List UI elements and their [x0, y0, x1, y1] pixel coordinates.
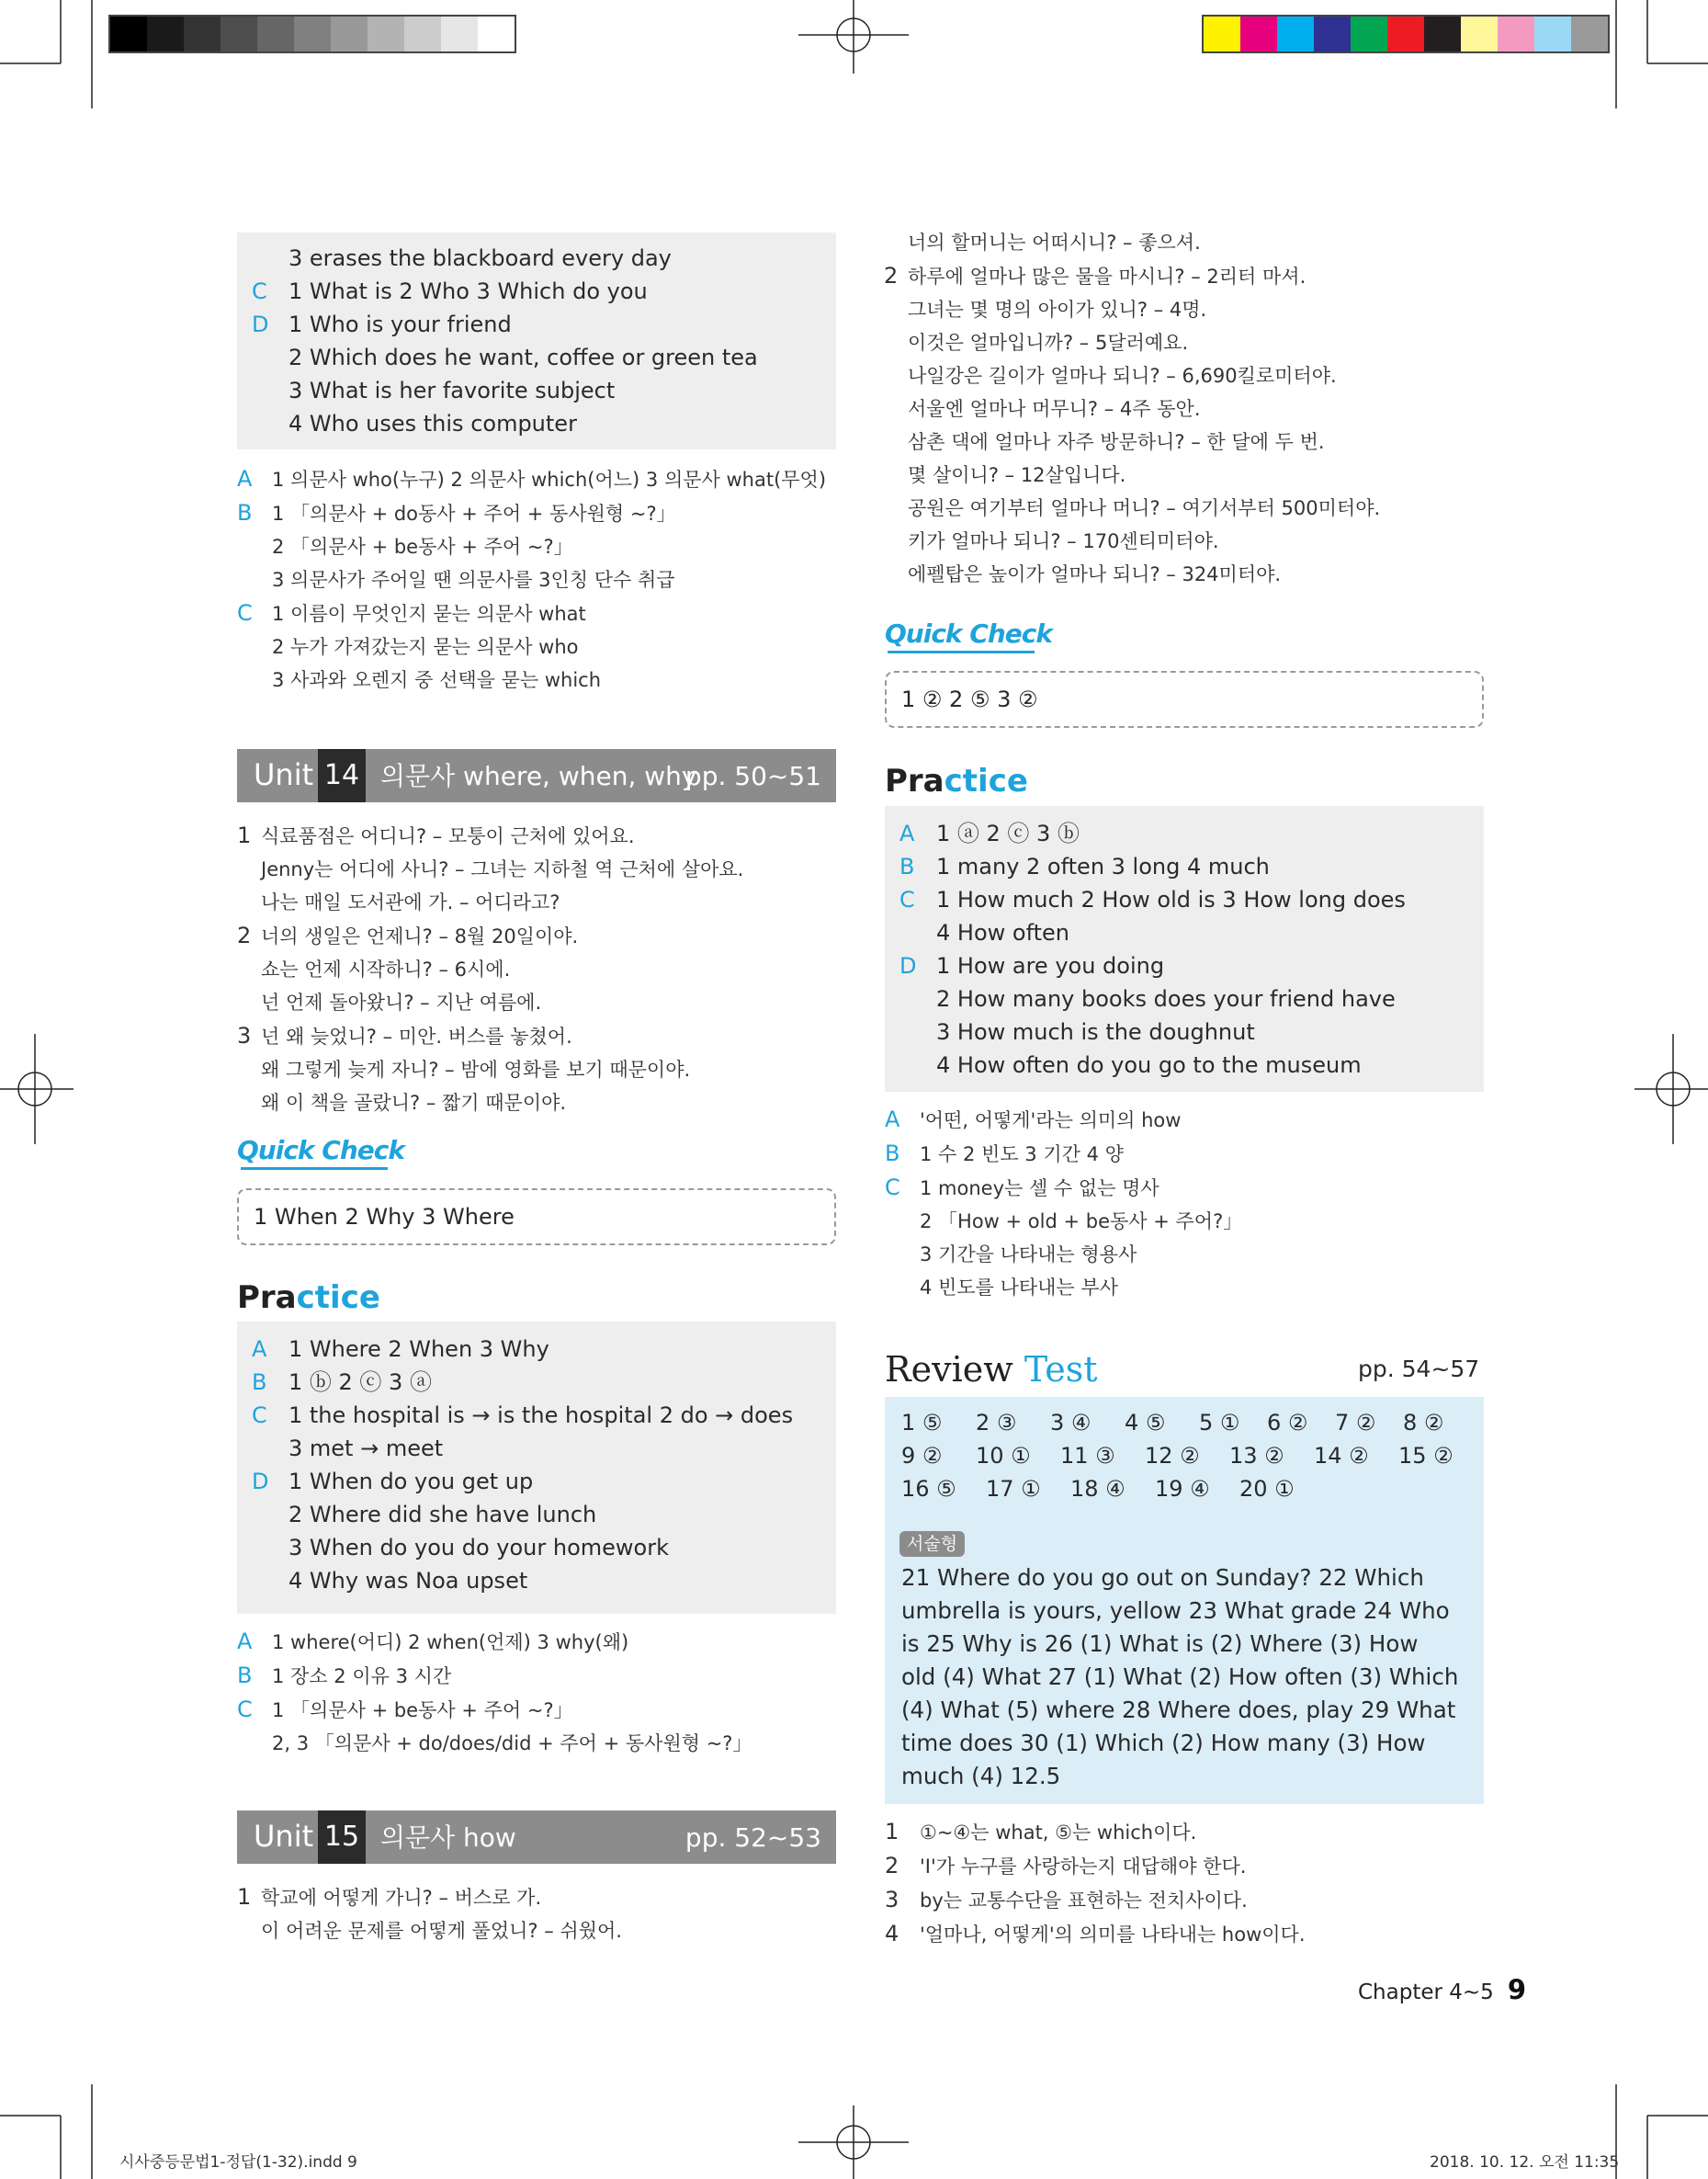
explanation-block-1	[237, 462, 826, 697]
quick-check-underline	[241, 1167, 388, 1170]
registration-mark-right	[1634, 1034, 1708, 1144]
practice-box-lines	[252, 1333, 793, 1597]
review-note: 4 '얼마나, 어떻게'의 의미를 나타내는 how이다.	[885, 1921, 1306, 1946]
review-test-pages: pp. 54~57	[1358, 1356, 1480, 1382]
translation-line: 2 하루에 얼마나 많은 물을 마시니? – 2리터 마셔.	[884, 263, 1306, 289]
seosulhyeong-badge: 서술형	[899, 1531, 965, 1557]
quick-check-answer: 1 When 2 Why 3 Where	[254, 1204, 515, 1230]
review-paragraph-line: old (4) What 27 (1) What (2) How often (3) Which	[901, 1663, 1459, 1690]
practice-line: 4 How often	[936, 920, 1069, 946]
review-note: 2 'I'가 누구를 사랑하는지 대답해야 한다.	[885, 1853, 1247, 1878]
review-paragraph-line: time does 30 (1) Which (2) How many (3) How	[901, 1730, 1426, 1756]
practice-line: B 1 ⓑ 2 ⓒ 3 ⓐ	[252, 1369, 432, 1395]
unit-title: 의문사 how	[380, 1822, 516, 1853]
review-note: 3 by는 교통수단을 표현하는 전치사이다.	[885, 1887, 1248, 1912]
review-paragraph-line: (4) What (5) where 28 Where does, play 29 What	[901, 1697, 1456, 1723]
translation-line: 나는 매일 도서관에 가. – 어디라고?	[261, 891, 560, 914]
explain-line: 3 기간을 나타내는 형용사	[920, 1243, 1137, 1265]
translation-line: 몇 살이니? – 12살입니다.	[908, 464, 1126, 486]
explain-line: 3 의문사가 주어일 땐 의문사를 3인칭 단수 취급	[272, 569, 675, 591]
translation-line: 너의 할머니는 어떠시니? – 좋으셔.	[908, 232, 1201, 254]
review-answer: 1 ⑤	[901, 1410, 943, 1436]
quick-check-heading: Quick Check	[885, 619, 1052, 649]
review-paragraph-line: is 25 Why is 26 (1) What is (2) Where (3) How	[901, 1630, 1419, 1657]
quick-check-underline	[888, 651, 1035, 653]
review-paragraph-line: much (4) 12.5	[901, 1763, 1061, 1789]
explain-line: B 1 장소 2 이유 3 시간	[237, 1663, 452, 1688]
unit-pages: pp. 50~51	[684, 761, 821, 791]
translation-line: Jenny는 어디에 사니? – 그녀는 지하철 역 근처에 살아요.	[261, 858, 744, 880]
answer-line: C 1 What is 2 Who 3 Which do you	[252, 278, 648, 304]
review-paragraph-line: 21 Where do you go out on Sunday? 22 Which	[901, 1564, 1424, 1591]
review-row	[901, 1406, 1472, 1439]
answer-line: 4 Who uses this computer	[288, 411, 577, 437]
explanation-block-2	[237, 1625, 752, 1760]
registration-mark-bottom	[798, 2105, 909, 2179]
unit-title: 의문사 where, when, why	[380, 761, 697, 791]
translation-line: 키가 얼마나 되니? – 170센티미터야.	[908, 530, 1219, 552]
practice-line: 3 When do you do your homework	[288, 1535, 669, 1560]
practice-line: D 1 How are you doing	[899, 953, 1165, 979]
explain-line: C 1 money는 셀 수 없는 명사	[885, 1175, 1159, 1200]
practice-line: A 1 Where 2 When 3 Why	[252, 1336, 549, 1362]
practice-line: 4 How often do you go to the museum	[936, 1052, 1362, 1078]
explain-line: C 1 이름이 무엇인지 묻는 의문사 what	[237, 600, 586, 626]
answer-line: 2 Which does he want, coffee or green tea	[288, 345, 758, 370]
translation-line: 1 학교에 어떻게 가니? – 버스로 가.	[237, 1884, 542, 1910]
review-note: 1 ①~④는 what, ⑤는 which이다.	[885, 1819, 1197, 1844]
translation-line: 서울엔 얼마나 머무니? – 4주 동안.	[908, 398, 1201, 420]
review-answer: 4 ⑤	[1125, 1410, 1166, 1436]
translation-line: 1 식료품점은 어디니? – 모퉁이 근처에 있어요.	[237, 823, 635, 848]
review-answer: 17 ①	[986, 1476, 1041, 1502]
explain-line: 4 빈도를 나타내는 부사	[920, 1277, 1118, 1299]
unit-15-translations-continued	[884, 226, 1380, 591]
practice-line: 3 How much is the doughnut	[936, 1019, 1255, 1045]
unit-14-translations	[237, 819, 743, 1119]
review-answer: 15 ②	[1398, 1443, 1453, 1469]
review-answer: 12 ②	[1145, 1443, 1200, 1469]
unit-14-header	[237, 749, 836, 802]
review-answer: 19 ④	[1155, 1476, 1210, 1502]
review-answer: 9 ②	[901, 1443, 943, 1469]
explain-line: B 1 「의문사 + do동사 + 주어 + 동사원형 ~?」	[237, 500, 676, 526]
review-answer: 5 ①	[1199, 1410, 1240, 1436]
review-answer: 10 ①	[976, 1443, 1031, 1469]
unit-label: Unit	[254, 1819, 314, 1854]
translation-line: 왜 이 책을 골랐니? – 짧기 때문이야.	[261, 1092, 567, 1114]
translation-line: 3 넌 왜 늦었니? – 미안. 버스를 놓쳤어.	[237, 1023, 572, 1049]
registration-mark-top	[798, 0, 909, 74]
explain-line: A '어떤, 어떻게'라는 의미의 how	[885, 1107, 1182, 1132]
explain-line: B 1 수 2 빈도 3 기간 4 양	[885, 1141, 1124, 1166]
quick-check-heading: Quick Check	[237, 1135, 404, 1165]
explain-line: A 1 의문사 who(누구) 2 의문사 which(어느) 3 의문사 what(무엇)	[237, 466, 827, 492]
review-answer-grid	[901, 1406, 1472, 1505]
review-answer: 8 ②	[1403, 1410, 1444, 1436]
translation-line: 이 어려운 문제를 어떻게 풀었니? – 쉬웠어.	[261, 1920, 622, 1942]
practice-line: A 1 ⓐ 2 ⓒ 3 ⓑ	[899, 821, 1080, 846]
translation-line: 에펠탑은 높이가 얼마나 되니? – 324미터야.	[908, 563, 1282, 585]
review-answer: 14 ②	[1314, 1443, 1369, 1469]
practice-box-lines	[899, 817, 1406, 1082]
practice-heading: Practice	[885, 763, 1028, 800]
review-row	[901, 1439, 1472, 1472]
review-test-heading: Review Test	[885, 1349, 1098, 1390]
review-paragraph-line: umbrella is yours, yellow 23 What grade 24 Who	[901, 1597, 1450, 1624]
review-answer: 16 ⑤	[901, 1476, 956, 1502]
unit-15-header	[237, 1810, 836, 1864]
unit-number: 14	[318, 749, 366, 802]
explanation-block-3	[885, 1103, 1242, 1304]
translation-line: 이것은 얼마입니까? – 5달러예요.	[908, 332, 1189, 354]
practice-line: 2 How many books does your friend have	[936, 986, 1396, 1012]
translation-line: 왜 그렇게 늦게 자니? – 밤에 영화를 보기 때문이야.	[261, 1059, 691, 1081]
practice-heading: Practice	[237, 1279, 380, 1316]
translation-line: 쇼는 언제 시작하니? – 6시에.	[261, 959, 511, 981]
explain-line: A 1 where(어디) 2 when(언제) 3 why(왜)	[237, 1629, 629, 1654]
chapter-label: Chapter 4~5	[1358, 1980, 1494, 2004]
practice-line: 4 Why was Noa upset	[288, 1568, 528, 1594]
review-answer: 11 ③	[1060, 1443, 1115, 1469]
file-info: 시사중등문법1-정답(1-32).indd 9	[119, 2153, 357, 2172]
translation-line: 공원은 여기부터 얼마나 머니? – 여기서부터 500미터야.	[908, 497, 1381, 519]
review-answer: 3 ④	[1050, 1410, 1092, 1436]
quick-check-answer: 1 ② 2 ⑤ 3 ②	[901, 687, 1038, 712]
practice-line: 2 Where did she have lunch	[288, 1502, 597, 1527]
unit-pages: pp. 52~53	[684, 1822, 821, 1853]
print-datetime: 2018. 10. 12. 오전 11:35	[1430, 2153, 1620, 2172]
translation-line: 그녀는 몇 명의 아이가 있니? – 4명.	[908, 299, 1207, 321]
registration-mark-left	[0, 1034, 74, 1144]
explain-line: C 1 「의문사 + be동사 + 주어 ~?」	[237, 1697, 573, 1722]
practice-line: B 1 many 2 often 3 long 4 much	[899, 854, 1270, 880]
review-answer: 13 ②	[1229, 1443, 1284, 1469]
practice-line: C 1 the hospital is → is the hospital 2 do → does	[252, 1402, 794, 1428]
answer-box-top-lines	[252, 242, 758, 440]
translation-line: 나일강은 길이가 얼마나 되니? – 6,690킬로미터야.	[908, 365, 1337, 387]
review-row	[901, 1472, 1472, 1505]
answer-line: 3 erases the blackboard every day	[288, 245, 672, 271]
review-answer: 7 ②	[1335, 1410, 1376, 1436]
unit-15-translations	[237, 1880, 622, 1947]
translation-line: 삼촌 댁에 얼마나 자주 방문하니? – 한 달에 두 번.	[908, 431, 1325, 453]
review-answer: 6 ②	[1267, 1410, 1308, 1436]
page-footer	[1358, 1974, 1526, 2005]
practice-line: 3 met → meet	[288, 1436, 444, 1461]
translation-line: 2 너의 생일은 언제니? – 8월 20일이야.	[237, 923, 579, 948]
answer-line: 3 What is her favorite subject	[288, 378, 616, 403]
review-notes	[885, 1815, 1306, 1951]
review-answer: 2 ③	[976, 1410, 1017, 1436]
explain-line: 2, 3 「의문사 + do/does/did + 주어 + 동사원형 ~?」	[272, 1732, 752, 1754]
explain-line: 3 사과와 오렌지 중 선택을 묻는 which	[272, 669, 602, 691]
explain-line: 2 누가 가져갔는지 묻는 의문사 who	[272, 636, 579, 658]
explain-line: 2 「How + old + be동사 + 주어?」	[920, 1210, 1243, 1232]
review-written-answers	[901, 1561, 1458, 1793]
review-answer: 20 ①	[1239, 1476, 1295, 1502]
page-number: 9	[1507, 1974, 1527, 2005]
practice-line: D 1 When do you get up	[252, 1469, 534, 1494]
review-answer: 18 ④	[1070, 1476, 1125, 1502]
translation-line: 넌 언제 돌아왔니? – 지난 여름에.	[261, 992, 542, 1014]
unit-label: Unit	[254, 757, 314, 792]
answer-line: D 1 Who is your friend	[252, 312, 512, 337]
practice-line: C 1 How much 2 How old is 3 How long does	[899, 887, 1406, 913]
unit-number: 15	[318, 1810, 366, 1864]
explain-line: 2 「의문사 + be동사 + 주어 ~?」	[272, 536, 573, 558]
